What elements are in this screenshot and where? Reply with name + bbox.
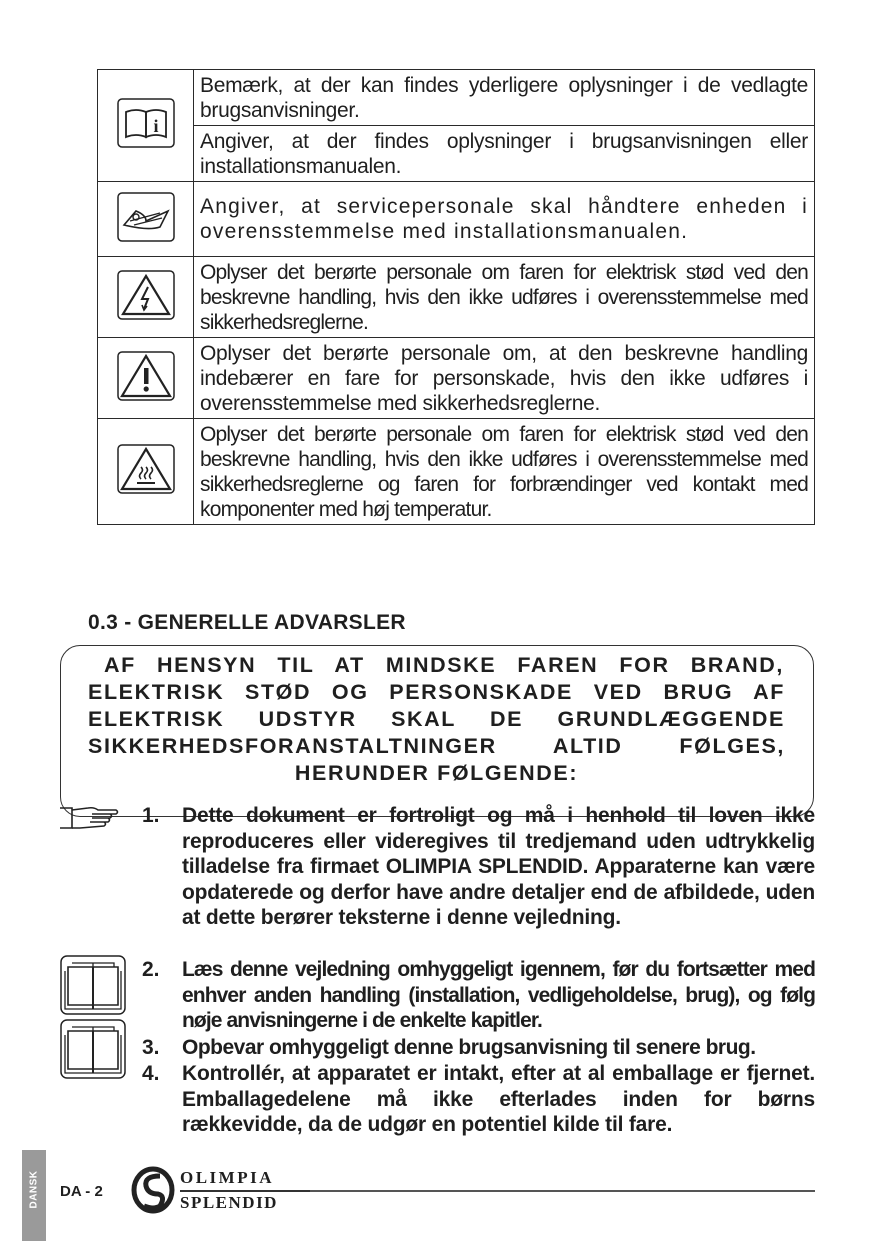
hot-surface-icon	[116, 439, 176, 499]
table-row	[98, 419, 815, 525]
warning-line: SIKKERHEDSFORANSTALTNINGER ALTID FØLGES,	[88, 734, 785, 758]
logo-text-bottom: SPLENDID	[180, 1193, 278, 1212]
service-manual-icon	[116, 191, 176, 243]
item-number: 3.	[142, 1036, 160, 1059]
table-row	[98, 126, 815, 182]
warning-line: AF HENSYN TIL AT MINDSKE FAREN FOR BRAND,	[104, 653, 784, 677]
list-item	[142, 1035, 815, 1061]
table-row	[98, 182, 815, 257]
symbol-description: Oplyser det berørte personale om faren for elektrisk stød ved den beskrevne handling, hvis den ikke udføres i overensstemmelse med sikkerhedsreglerne.	[194, 257, 815, 338]
item-text: Kontrollér, at apparatet er intakt, efter at al emballage er fjernet. Emballagedelene må ikke efterlades inden for børns rækkevidde, da de udgør en potentiel kilde til fare.	[182, 1062, 815, 1136]
page-number: DA - 2	[60, 1183, 103, 1200]
table-row	[98, 257, 815, 338]
list-item	[142, 803, 815, 931]
logo-divider	[180, 1190, 310, 1192]
language-tab-label: DANSK	[28, 1170, 40, 1209]
list-item	[142, 957, 815, 1034]
item-text: Læs denne vejledning omhyggeligt igennem, før du fortsætter med enhver anden handling (installation, vedligeholdelse, brug), og følg nøje anvisningerne i de enkelte kapitler.	[182, 958, 815, 1032]
icon-cell	[98, 419, 194, 525]
warning-line: HERUNDER FØLGENDE:	[294, 761, 579, 785]
warning-line: ELEKTRISK UDSTYR SKAL DE GRUNDLÆGGENDE	[88, 707, 785, 731]
icon-cell	[98, 338, 194, 419]
symbol-description: Oplyser det berørte personale om, at den beskrevne handling indebærer en fare for personskade, hvis den ikke udføres i overensstemmelse med sikkerhedsreglerne.	[194, 338, 815, 419]
list-item	[142, 1061, 815, 1138]
warning-line: ELEKTRISK STØD OG PERSONSKADE VED BRUG AF	[88, 680, 785, 704]
item-text: Dette dokument er fortroligt og må i henhold til loven ikke reproduceres eller videregives til tredjemand uden udtrykkelig tilladelse fra firmaet OLIMPIA SPLENDID. Apparaterne kan være opdaterede og derfor have andre detaljer end de afbildede, uden at dette berører teksterne i denne vejledning.	[182, 804, 815, 929]
footer-rule	[310, 1190, 815, 1192]
icon-cell	[98, 70, 194, 182]
table-row	[98, 70, 815, 126]
pointing-hand-icon	[58, 802, 122, 834]
read-manual-icon	[60, 955, 126, 1015]
symbol-description: Angiver, at der findes oplysninger i brugsanvisningen eller installationsmanualen.	[194, 126, 815, 182]
read-manual-icon	[60, 1019, 126, 1079]
symbols-table	[97, 69, 815, 525]
symbol-description: Bemærk, at der kan findes yderligere oplysninger i de vedlagte brugsanvisninger.	[194, 70, 815, 126]
olimpia-logo-icon	[130, 1166, 176, 1214]
electric-hazard-icon	[116, 265, 176, 325]
item-number: 4.	[142, 1062, 160, 1085]
icon-cell	[98, 257, 194, 338]
item-number: 2.	[142, 958, 160, 981]
item-number: 1.	[142, 804, 160, 827]
general-warning-icon	[116, 346, 176, 406]
info-book-icon	[116, 97, 176, 149]
icon-cell	[98, 182, 194, 257]
language-tab	[22, 1150, 46, 1241]
svg-text:i: i	[152, 116, 159, 136]
section-heading: 0.3 - GENERELLE ADVARSLER	[88, 611, 406, 634]
symbol-description: Oplyser det berørte personale om faren for elektrisk stød ved den beskrevne handling, hvis den ikke udføres i overensstemmelse med sikkerhedsreglerne og faren for forbrændinger ved kontakt med komponenter med høj temperatur.	[194, 419, 815, 525]
symbol-description: Angiver, at servicepersonale skal håndtere enheden i overensstemmelse med installationsmanualen.	[194, 182, 815, 257]
table-row	[98, 338, 815, 419]
item-text: Opbevar omhyggeligt denne brugsanvisning til senere brug.	[182, 1036, 756, 1059]
logo-text-top: OLIMPIA	[180, 1168, 274, 1187]
